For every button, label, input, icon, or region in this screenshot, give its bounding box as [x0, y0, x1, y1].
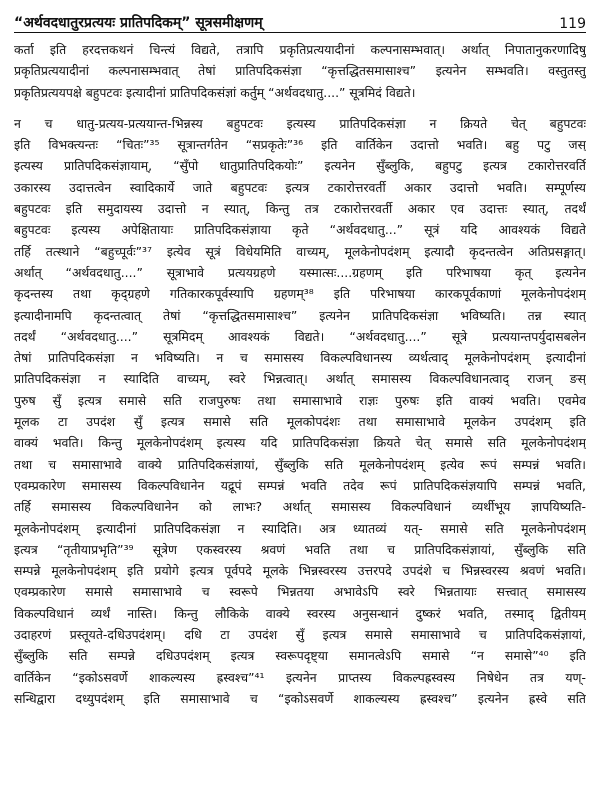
- text-line: प्रातिपदिकसंज्ञा न स्यादिति वाच्यम्, स्वरे भिन्नत्वात्। अर्थात् समासस्य विकल्पविधानत्वाद् राजन् ङस्: [14, 371, 586, 387]
- running-title: “अर्थवदधातुरप्रत्ययः प्रातिपदिकम्” सूत्रसमीक्षणम्: [14, 15, 263, 31]
- text-line: कर्ता इति हरदत्तकथनं चिन्त्यं विद्यते, तत्रापि प्रकृतिप्रत्ययादीनां कल्पनासम्भवात्। अर्थात् निपातानुकरणादिषु: [14, 42, 586, 57]
- paragraph-1: [14, 39, 586, 103]
- text-line: वार्तिकेन “इकोऽसवर्णे शाकल्यस्य ह्रस्वश्च”⁴¹ इत्यनेन प्राप्तस्य विकल्पह्रस्वस्य निषेधेन तत्र यण्-: [14, 669, 586, 685]
- text-line: तदर्थं “अर्थवदधातु....” सूत्रमिदम् आवश्यकं विद्यते। “अर्थवदधातु....” सूत्रे प्रत्ययान्तपर्युदासबलेन: [14, 328, 586, 344]
- text-line: सन्धिद्वारा दध्युपदंशम् इति समासाभावे च “इकोऽसवर्णे शाकल्यस्य ह्रस्वश्च” इत्यनेन ह्रस्वे सति: [14, 690, 586, 706]
- text-line: प्रकृतिप्रत्ययादीनां कल्पनासम्भवात् तेषां प्रातिपदिकसंज्ञा “कृत्तद्धितसमासाश्च” इत्यनेन सम्भवति। वस्तुतस्तु: [14, 63, 586, 79]
- text-line: सम्पन्ने मूलकेनोपदंशम् इति प्रयोगे इत्यत्र पूर्वपदे मूलके भिन्नस्वरस्य उत्तरपदे उपदंशे च भिन्नस्वरस्य श्रवणं भवति।: [14, 563, 586, 579]
- running-header: [14, 6, 586, 33]
- text-line: मूलकेनोपदंशम् इत्यादीनां प्रातिपदिकसंज्ञा न स्यादिति। अत्र ध्यातव्यं यत्- समासे सति मूलकेनोपदंशम्: [14, 520, 586, 536]
- text-line: इत्यत्र “तृतीयाप्रभृति”³⁹ सूत्रेण एकस्वरस्य श्रवणं भवति तथा च प्रातिपदिकसंज्ञायां, सुँब्लुकि सति: [14, 541, 586, 557]
- text-line: न च धातु-प्रत्यय-प्रत्ययान्त-भिन्नस्य बहुपटवः इत्यस्य प्रातिपदिकसंज्ञा न क्रियते चेत् बहुपटवः: [14, 115, 586, 131]
- paragraph-2: [14, 113, 586, 709]
- page-number: 119: [559, 16, 586, 32]
- text-line: तर्हि समासस्य विकल्पविधानेन को लाभः? अर्थात् समासस्य विकल्पविधानं व्यर्थीभूय ज्ञापयिष्यति-: [14, 499, 586, 515]
- text-line: एवम्प्रकारेण समासे समासाभावे च स्वरूपे भिन्नतया अभावेऽपि स्वरे भिन्नतायाः सत्त्वात् समासस्य: [14, 584, 586, 600]
- text-line: इत्यादीनामपि कृदन्तत्वात् तेषां “कृत्तद्धितसमासाश्च” इत्यनेन प्रातिपदिकसंज्ञा भविष्यति। तन्न स्यात्: [14, 307, 586, 323]
- text-line: तथा च समासाभावे वाक्ये प्रातिपदिकसंज्ञायां, सुँब्लुकि सति मूलकेनोपदंशम् इत्येव रूपं सम्पन्नं भवति।: [14, 456, 586, 472]
- text-line: सुँब्लुकि सति सम्पन्ने दधिउपदंशम् इत्यत्र स्वरूपदृष्ट्या समानत्वेऽपि समासे “न समासे”⁴⁰ इति: [14, 648, 586, 664]
- text-line: वाक्यं भवति। किन्तु मूलकेनोपदंशम् इत्यस्य यदि प्रातिपदिकसंज्ञा क्रियते चेत् समासे सति मूलकेनोपदंशम्: [14, 435, 586, 451]
- text-line: पुरुष सुँ इत्यत्र समासे सति राजपुरुषः तथा समासाभावे राज्ञः पुरुषः इति वाक्यं भवति। एवमेव: [14, 392, 586, 408]
- text-line: अर्थात् “अर्थवदधातु....” सूत्राभावे प्रत्ययग्रहणे यस्मात्सः....ग्रहणम् इति परिभाषया कृत् इत्यनेन: [14, 264, 586, 280]
- text-line: बहुपटवः इत्यस्य अपेक्षितायाः प्रातिपदिकसंज्ञाया कृते “अर्थवदधातु...” सूत्रं यदि आवश्यकं विद्यते: [14, 222, 586, 238]
- text-line: तर्हि तत्स्थाने “बहुच्पूर्वः”³⁷ इत्येव सूत्रं विधेयमिति वाच्यम्, मूलकेनोपदंशम् इत्यादौ कृदन्तत्वेन अतिप्रसङ्गात्।: [14, 243, 586, 259]
- text-line: इति विभक्त्यन्तः “चितः”³⁵ सूत्रान्तर्गतेन “सप्रकृतेः”³⁶ इति वार्तिकेन उदात्तो भवति। बहु पटु जस्: [14, 137, 586, 153]
- text-line: उकारस्य उदात्तत्वेन स्वादिकार्ये जाते बहुपटवः इत्यत्र टकारोत्तरवर्ती अकार उदात्तो भवति। सम्पूर्णस्य: [14, 179, 586, 195]
- text-line: प्रकृतिप्रत्ययपक्षे बहुपटवः इत्यादीनां प्रातिपदिकसंज्ञां कर्तुम् “अर्थवदधातु....” सूत्रमिदं विद्यते।: [14, 84, 416, 100]
- text-line: मूलक टा उपदंश सुँ इत्यत्र समासे सति मूलकोपदंशः तथा समासाभावे मूलकेन उपदंशम् इति: [14, 414, 586, 430]
- text-line: इत्यस्य प्रातिपदिकसंज्ञायाम्, “सुँपो धातुप्रातिपदिकयोः” इत्यनेन सुँब्लुकि, बहुपटु इत्यत्र टकारोत्तरवर्ति: [14, 158, 586, 174]
- text-line: एवम्प्रकारेण समासस्य विकल्पविधानेन यद्रूपं सम्पन्नं भवति तदेव रूपं प्रातिपदिकसंज्ञयापि सम्पन्नं भवति,: [14, 477, 586, 493]
- text-line: कृदन्तस्य तथा कृद्ग्रहणे गतिकारकपूर्वस्यापि ग्रहणम्³⁸ इति परिभाषया कारकपूर्वकाणां मूलकेनोपदंशम्: [14, 286, 586, 302]
- text-line: बहुपटवः इति समुदायस्य उदात्तो न स्यात्, किन्तु तत्र टकारोत्तरवर्ती अकार एव उदात्तः स्यात्, तदर्थं: [14, 201, 586, 217]
- text-line: तेषां प्रातिपदिकसंज्ञा न भविष्यति। न च समासस्य विकल्पविधानस्य व्यर्थत्वाद् मूलकेनोपदंशम् इत्यादीनां: [14, 350, 586, 366]
- text-line: विकल्पविधानं व्यर्थं नास्ति। किन्तु लौकिके वाक्ये स्वरस्य अनुसन्धानं दुष्करं भवति, तस्माद् द्वितीयम्: [14, 605, 586, 621]
- text-line: उदाहरणं प्रस्तूयते-दधिउपदंशम्। दधि टा उपदंश सुँ इत्यत्र समासे समासाभावे च प्रातिपदिकसंज्ञायां,: [14, 627, 586, 643]
